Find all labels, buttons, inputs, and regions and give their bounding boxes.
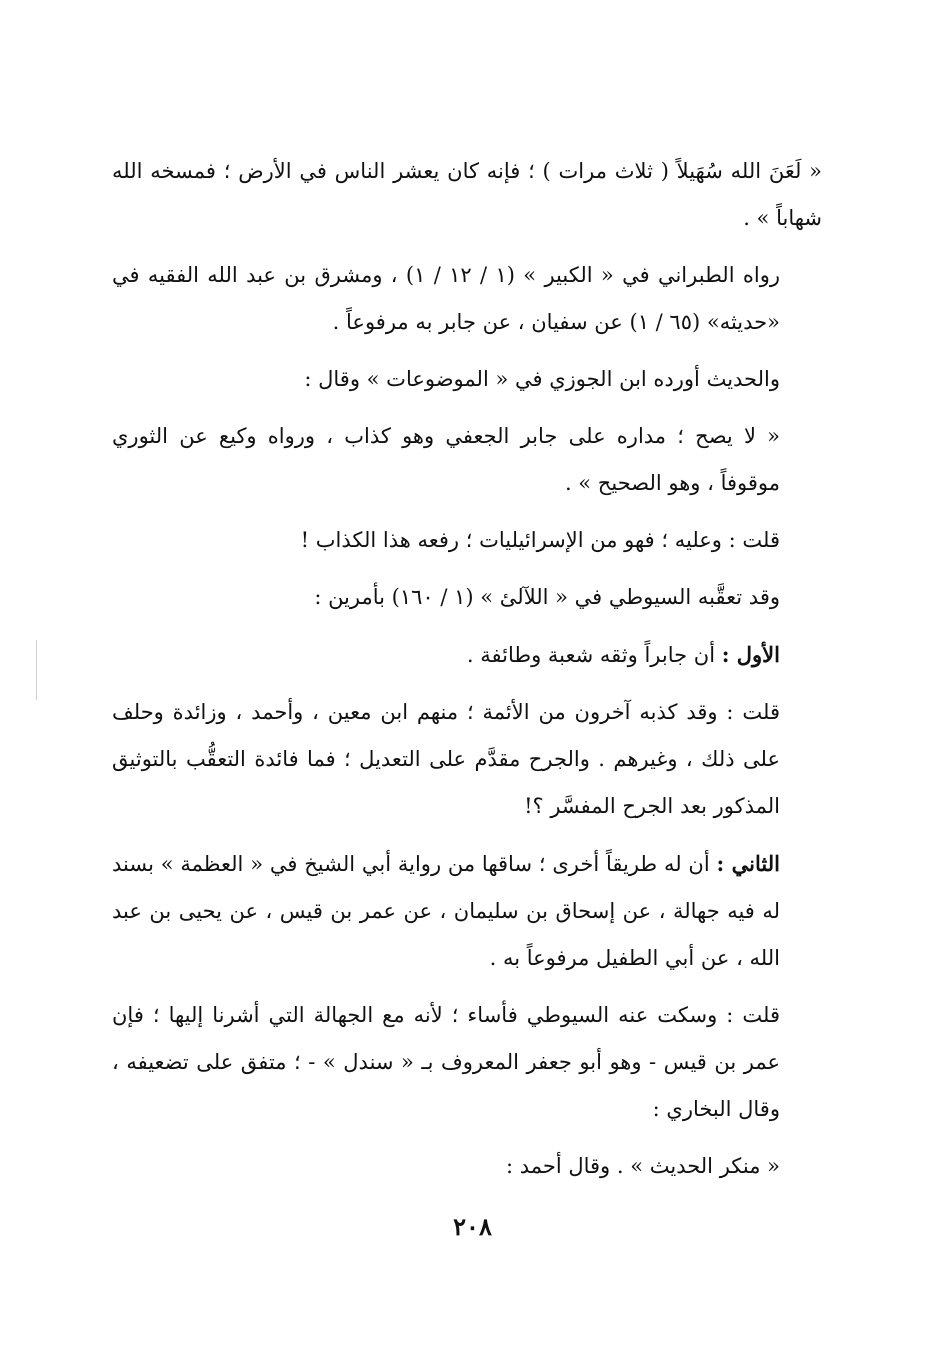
paragraph-11: « منكر الحديث » . وقال أحمد : [505, 1154, 780, 1178]
paragraph-8: قلت : وقد كذبه آخرون من الأئمة ؛ منهم ابن معين ، وأحمد ، وزائدة وحلف على ذلك ، وغيرهم . والجرح مقدَّم على التعديل ؛ فما فائدة التعقُّب بالتوثيق المذكور بعد الجرح المفسَّر ؟! [112, 700, 780, 818]
paragraph-7: الأول : أن جابراً وثقه شعبة وطائفة . [466, 642, 780, 667]
paragraph-10: قلت : وسكت عنه السيوطي فأساء ؛ لأنه مع الجهالة التي أشرنا إليها ؛ فإن عمر بن قيس - وهو أبو جعفر المعروف بـ « سندل » - ؛ متفق على تضعيفه ، وقال البخاري : [112, 1003, 780, 1121]
paragraph-3: والحديث أورده ابن الجوزي في « الموضوعات » وقال : [304, 367, 780, 391]
page-number: ٢٠٨ [453, 1212, 492, 1241]
paragraph-1: « لَعَنَ الله سُهَيلاً ( ثلاث مرات ) ؛ فإنه كان يعشر الناس في الأرض ؛ فمسخه الله شهاباً » . [112, 159, 822, 230]
paragraph-9-lead: الثاني : [716, 851, 780, 876]
margin-mark [36, 640, 37, 700]
body-text [112, 148, 822, 1200]
paragraph-5: قلت : وعليه ؛ فهو من الإسرائيليات ؛ رفعه هذا الكذاب ! [300, 528, 780, 552]
paragraph-4: « لا يصح ؛ مداره على جابر الجعفي وهو كذاب ، ورواه وكيع عن الثوري موقوفاً ، وهو الصحيح » . [112, 424, 780, 495]
paragraph-7-lead: الأول : [721, 642, 780, 667]
paragraph-2: رواه الطبراني في « الكبير » (١ / ١٢ / ١) ، ومشرق بن عبد الله الفقيه في «حديثه» (٦٥ / ١) عن سفيان ، عن جابر به مرفوعاً . [112, 263, 780, 334]
paragraph-9: الثاني : أن له طريقاً أخرى ؛ ساقها من رواية أبي الشيخ في « العظمة » بسند له فيه جهالة ، عن إسحاق بن سليمان ، عن عمر بن قيس ، عن يحيى بن عبد الله ، عن أبي الطفيل مرفوعاً به . [112, 851, 780, 970]
paragraph-6: وقد تعقَّبه السيوطي في « اللآلئ » (١ / ١٦٠) بأمرين : [314, 585, 780, 609]
